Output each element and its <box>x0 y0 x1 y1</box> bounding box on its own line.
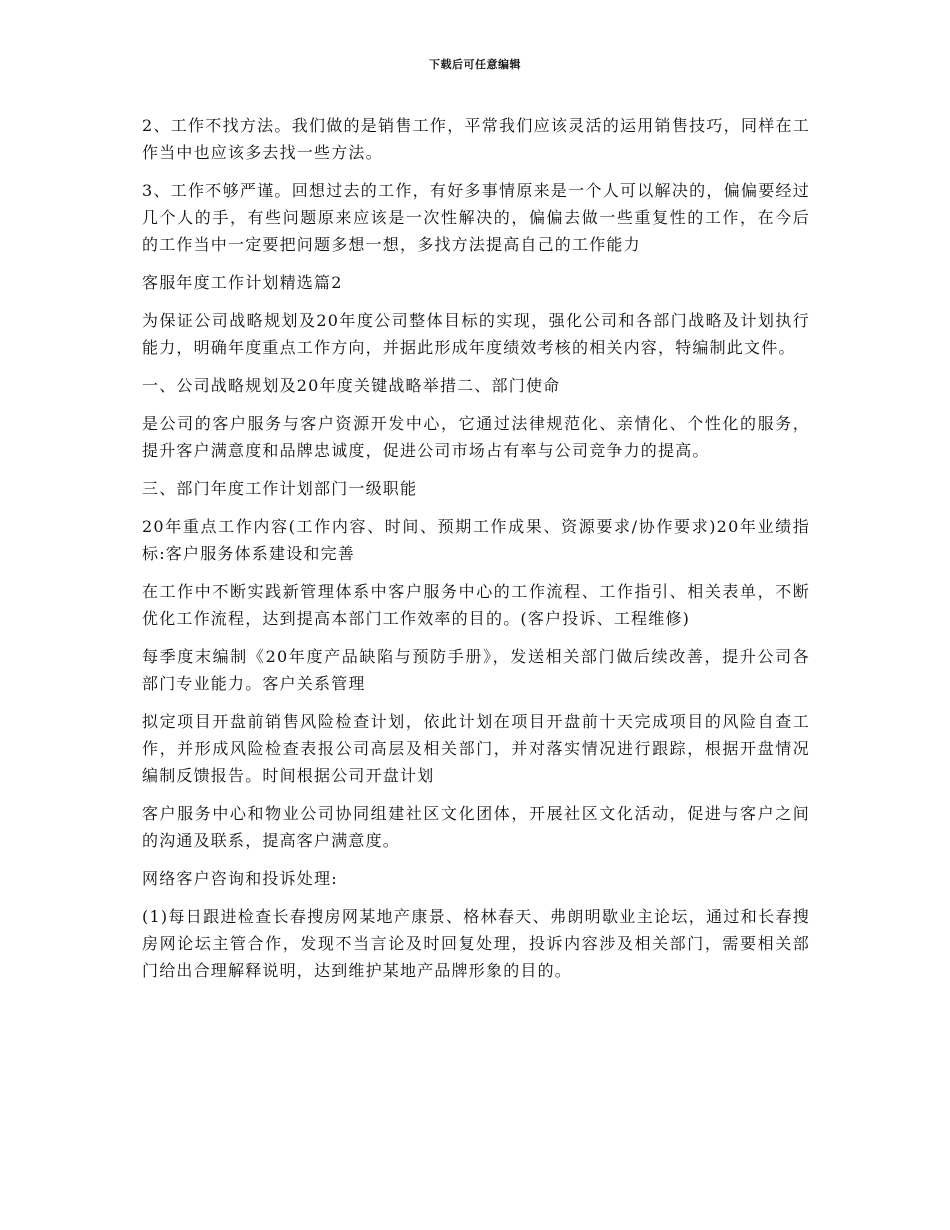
paragraph-work-methods: 2、工作不找方法。我们做的是销售工作，平常我们应该灵活的运用销售技巧，同样在工作当中也应该多去找一些方法。 <box>142 116 810 162</box>
page-header-note: 下载后可任意编辑 <box>429 58 521 71</box>
section-heading-strategy: 一、公司战略规划及20年度关键战略举措二、部门使命 <box>142 376 561 395</box>
paragraph-mission: 是公司的客户服务与客户资源开发中心，它通过法律规范化、亲情化、个性化的服务，提升客户满意度和品牌忠诚度，促进公司市场占有率与公司竞争力的提高。 <box>142 414 810 460</box>
paragraph-community-culture: 客户服务中心和物业公司协同组建社区文化团体，开展社区文化活动，促进与客户之间的沟通及联系，提高客户满意度。 <box>142 804 810 850</box>
section-heading-online-complaints: 网络客户咨询和投诉处理: <box>142 869 338 888</box>
paragraph-forum-followup: (1)每日跟进检查长春搜房网某地产康景、格林春天、弗朗明歇业主论坛，通过和长春搜房网论坛主管合作，发现不当言论及时回复处理，投诉内容涉及相关部门，需要相关部门给出合理解释说明，达到维护某地产品牌形象的目的。 <box>142 907 810 980</box>
paragraph-work-rigor: 3、工作不够严谨。回想过去的工作，有好多事情原来是一个人可以解决的，偏偏要经过几个人的手，有些问题原来应该是一次性解决的，偏偏去做一些重复性的工作，在今后的工作当中一定要把问题多想一想，多找方法提高自己的工作能力 <box>142 181 810 254</box>
document-body <box>142 112 810 995</box>
section-title-plan-2: 客服年度工作计划精选篇2 <box>142 273 343 292</box>
paragraph-purpose: 为保证公司战略规划及20年度公司整体目标的实现，强化公司和各部门战略及计划执行能力，明确年度重点工作方向，并据此形成年度绩效考核的相关内容，特编制此文件。 <box>142 311 810 357</box>
paragraph-quarterly-manual: 每季度末编制《20年度产品缺陷与预防手册》，发送相关部门做后续改善，提升公司各部门专业能力。客户关系管理 <box>142 647 810 693</box>
section-heading-annual-plan: 三、部门年度工作计划部门一级职能 <box>142 479 418 498</box>
paragraph-key-work: 20年重点工作内容(工作内容、时间、预期工作成果、资源要求/协作要求)20年业绩指标:客户服务体系建设和完善 <box>142 517 810 563</box>
paragraph-risk-check: 拟定项目开盘前销售风险检查计划，依此计划在项目开盘前十天完成项目的风险自查工作，并形成风险检查表报公司高层及相关部门，并对落实情况进行跟踪，根据开盘情况编制反馈报告。时间根据公司开盘计划 <box>142 712 810 785</box>
paragraph-process-practice: 在工作中不断实践新管理体系中客户服务中心的工作流程、工作指引、相关表单，不断优化工作流程，达到提高本部门工作效率的目的。(客户投诉、工程维修) <box>142 582 810 628</box>
